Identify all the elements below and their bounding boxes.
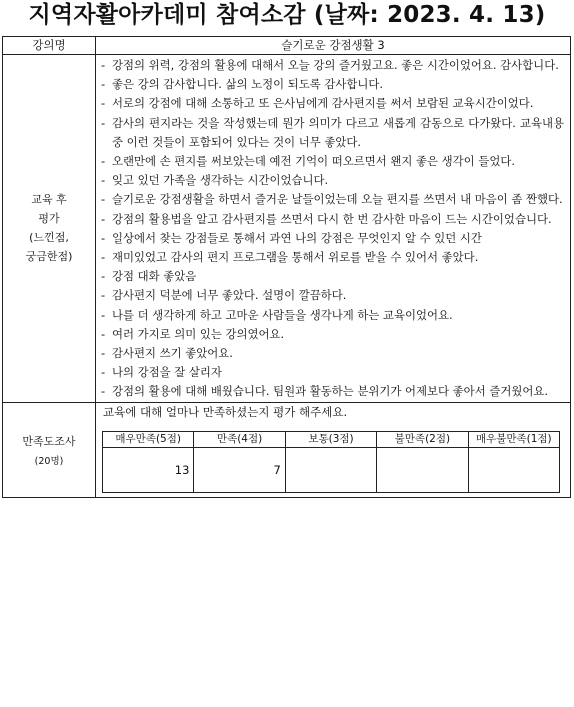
bullet-dash-icon: -: [101, 230, 106, 245]
comment-text: 서로의 강점에 대해 소통하고 또 은사님에게 감사편지를 써서 보람된 교육시간이었다.: [112, 96, 534, 111]
satisfaction-value: 13: [103, 447, 194, 492]
evaluation-label-line: 교육 후: [31, 193, 67, 207]
comment-item: [99, 94, 564, 113]
comment-item: [99, 267, 564, 286]
satisfaction-value: [285, 447, 376, 492]
satisfaction-column-header: 불만족(2점): [377, 431, 468, 447]
comment-item: [99, 210, 564, 229]
satisfaction-label-cell: [3, 402, 96, 497]
bullet-dash-icon: -: [101, 173, 106, 188]
course-label: 강의명: [3, 37, 96, 55]
satisfaction-column-header: 보통(3점): [285, 431, 376, 447]
satisfaction-column-header: 매우만족(5점): [103, 431, 194, 447]
satisfaction-header-row: [103, 431, 560, 447]
comment-text: 강점의 활용에 대해 배웠습니다. 팀원과 활동하는 분위기가 어제보다 좋아서 즐거웠어요.: [112, 384, 548, 399]
comment-item: [99, 306, 564, 325]
comment-text: 슬기로운 강점생활을 하면서 즐거운 날들이었는데 오늘 편지를 쓰면서 내 마음이 좀 짠했다.: [112, 192, 563, 207]
bullet-dash-icon: -: [101, 326, 106, 341]
comment-text: 재미있었고 감사의 편지 프로그램을 통해서 위로를 받을 수 있어서 좋았다.: [112, 250, 479, 265]
comment-item: [99, 190, 564, 209]
evaluation-label-line: 평가: [38, 212, 60, 226]
comment-text: 나를 더 생각하게 하고 고마운 사람들을 생각나게 하는 교육이었어요.: [112, 307, 453, 322]
comment-item: [99, 382, 564, 401]
comment-text: 강점의 위력, 강점의 활용에 대해서 오늘 강의 즐거웠고요. 좋은 시간이었어요. 감사합니다.: [112, 58, 559, 72]
satisfaction-value: [468, 447, 559, 492]
comment-list: [99, 56, 564, 402]
satisfaction-value-row: [103, 447, 560, 492]
comment-item: [99, 114, 564, 152]
comment-text: 강점 대화 좋았음: [112, 269, 197, 284]
satisfaction-row: [3, 402, 571, 497]
survey-table: [2, 36, 571, 498]
evaluation-comments-cell: [96, 55, 571, 403]
bullet-dash-icon: -: [101, 211, 106, 226]
bullet-dash-icon: -: [101, 96, 106, 111]
comment-item: [99, 152, 564, 171]
evaluation-row: [3, 55, 571, 403]
bullet-dash-icon: -: [101, 250, 106, 265]
comment-item: [99, 56, 564, 75]
bullet-dash-icon: -: [101, 288, 106, 303]
comment-text: 감사편지 쓰기 좋았어요.: [112, 346, 233, 361]
bullet-dash-icon: -: [101, 346, 106, 361]
bullet-dash-icon: -: [101, 154, 106, 169]
bullet-dash-icon: -: [101, 365, 106, 380]
satisfaction-value: 7: [194, 447, 285, 492]
comment-item: [99, 344, 564, 363]
satisfaction-column-header: 매우불만족(1점): [468, 431, 559, 447]
comment-text: 일상에서 찾는 강점들로 통해서 과연 나의 강점은 무엇인지 알 수 있던 시간: [112, 230, 482, 245]
satisfaction-table: [102, 431, 560, 493]
comment-item: [99, 325, 564, 344]
satisfaction-cell: [96, 402, 571, 497]
bullet-dash-icon: -: [101, 384, 106, 399]
comment-text: 감사의 편지라는 것을 작성했는데 뭔가 의미가 다르고 새롭게 감동으로 다가왔다. 교육내용 중 이런 것들이 포함되어 있다는 것이 너무 좋았다.: [112, 115, 564, 149]
page-title: 지역자활아카데미 참여소감 (날짜: 2023. 4. 13): [28, 2, 546, 28]
evaluation-label-line: (느낀점,: [29, 231, 69, 245]
comment-item: [99, 248, 564, 267]
comment-text: 감사편지 덕분에 너무 좋았다. 설명이 깔끔하다.: [112, 288, 347, 303]
course-name: 슬기로운 강점생활 3: [96, 37, 571, 55]
comment-text: 나의 강점을 잘 살리자: [112, 365, 222, 380]
bullet-dash-icon: -: [101, 192, 106, 207]
course-row: [3, 37, 571, 55]
comment-text: 잊고 있던 가족을 생각하는 시간이었습니다.: [112, 173, 329, 188]
bullet-dash-icon: -: [101, 307, 106, 322]
evaluation-label: [3, 55, 96, 403]
comment-item: [99, 75, 564, 94]
comment-item: [99, 229, 564, 248]
evaluation-label-line: 궁금한점): [25, 250, 73, 264]
comment-item: [99, 363, 564, 382]
bullet-dash-icon: -: [101, 115, 106, 130]
comment-text: 여러 가지로 의미 있는 강의였어요.: [112, 326, 285, 341]
comment-item: [99, 286, 564, 305]
bullet-dash-icon: -: [101, 58, 106, 72]
comment-item: [99, 171, 564, 190]
satisfaction-label: 만족도조사: [22, 434, 76, 448]
respondent-count: (20명): [34, 455, 64, 467]
satisfaction-value: [377, 447, 468, 492]
comment-text: 오랜만에 손 편지를 써보았는데 예전 기억이 떠오르면서 왠지 좋은 생각이 들었다.: [112, 154, 515, 169]
comment-text: 좋은 강의 감사합니다. 삶의 노정이 되도록 감사합니다.: [112, 77, 384, 92]
satisfaction-question: 교육에 대해 얼마나 만족하셨는지 평가 해주세요.: [103, 404, 348, 419]
bullet-dash-icon: -: [101, 269, 106, 284]
comment-text: 강점의 활용법을 알고 감사편지를 쓰면서 다시 한 번 감사한 마음이 드는 시간이었습니다.: [112, 211, 552, 226]
satisfaction-column-header: 만족(4점): [194, 431, 285, 447]
bullet-dash-icon: -: [101, 77, 106, 92]
